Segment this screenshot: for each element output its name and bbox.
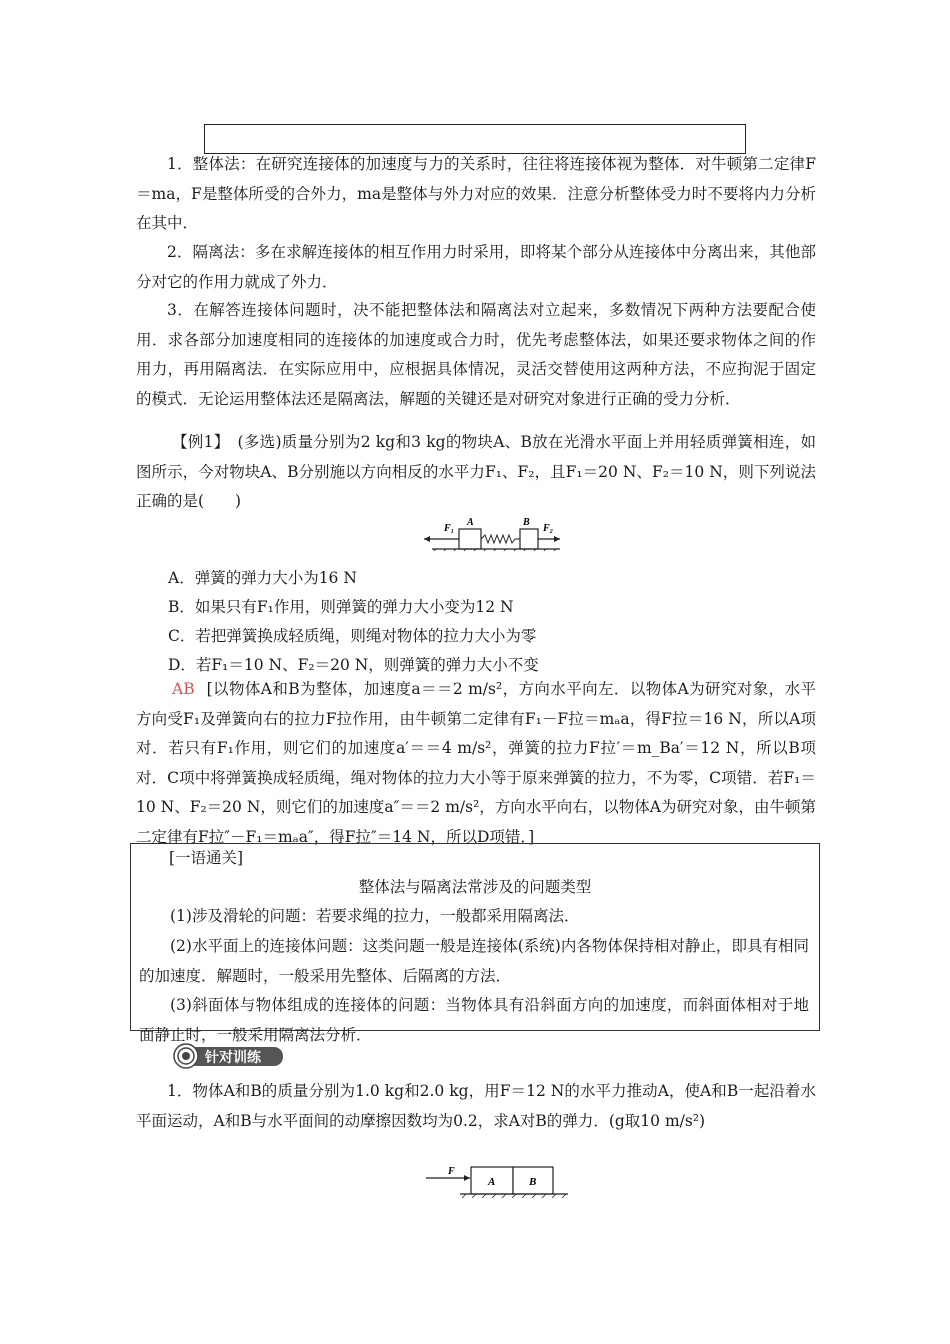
- summary-item-3: (3)斜面体与物体组成的连接体的问题：当物体具有沿斜面方向的加速度，而斜面体相对于地面静止时，一般采用隔离法分析．: [139, 996, 809, 1044]
- figure-label-block-b: B: [529, 1176, 537, 1188]
- spring-figure: [422, 515, 562, 551]
- figure-label-f: F: [448, 1166, 455, 1177]
- badge-label: 针对训练: [205, 1050, 261, 1066]
- intro-paragraph-3: 3．在解答连接体问题时，决不能把整体法和隔离法对立起来，多数情况下两种方法要配合使用．求各部分加速度相同的连接体的加速度或合力时，优先考虑整体法，如果还要求物体之间的作用力，再用隔离法．在实际应用中，应根据具体情况，灵活交替使用这两种方法，不应拘泥于固定的模式．无论运用整体法还是隔离法，解题的关键还是对研究对象进行正确的受力分析．: [136, 301, 816, 408]
- figure-label-block-a: A: [488, 1176, 496, 1188]
- summary-item-2: (2)水平面上的连接体问题：这类问题一般是连接体(系统)内各物体保持相对静止，即具有相同的加速度．解题时，一般采用先整体、后隔离的方法．: [139, 937, 809, 985]
- option-a: A．弹簧的弹力大小为16 N: [168, 569, 357, 587]
- figure-label-a: A: [467, 517, 474, 528]
- summary-tag: [一语通关]: [169, 849, 244, 867]
- summary-item-1: (1)涉及滑轮的问题：若要求绳的拉力，一般都采用隔离法．: [170, 907, 580, 925]
- option-b: B．如果只有F₁作用，则弹簧的弹力大小变为12 N: [168, 598, 514, 616]
- figure-label-f1: F₁: [444, 523, 455, 534]
- training-question-1: 1．物体A和B的质量分别为1.0 kg和2.0 kg，用F＝12 N的水平力推动A，使A和B一起沿着水平面运动，A和B与水平面间的动摩擦因数均为0.2，求A对B的弹力．(g取10 m/s²): [136, 1082, 816, 1130]
- solution-paragraph: [136, 675, 816, 852]
- option-c: C．若把弹簧换成轻质绳，则绳对物体的拉力大小为零: [168, 627, 537, 645]
- push-figure: [424, 1162, 570, 1198]
- option-d: D．若F₁＝10 N、F₂＝20 N，则弹簧的弹力大小不变: [168, 656, 539, 674]
- figure-label-f2: F₂: [543, 523, 554, 534]
- solution-text: [以物体A和B为整体，加速度a＝＝2 m/s²，方向水平向左．以物体A为研究对象，水平方向受F₁及弹簧向右的拉力F拉作用，由牛顿第二定律有F₁－F拉＝mₐa，得F拉＝16 N，所以A项对．若只有F₁作用，则它们的加速度a′＝＝4 m/s²，弹簧的拉力F拉′＝m_Ba′＝12 N，所以B项对．C项中将弹簧换成轻质绳，绳对物体的拉力大小等于原来弹簧的拉力，不为零，C项错．若F₁＝10 N、F₂＝20 N，则它们的加速度a″＝＝2 m/s²，方向水平向右，以物体A为研究对象，由牛顿第二定律有F拉″－F₁＝mₐa″，得F拉″＝14 N，所以D项错．]: [136, 680, 816, 846]
- intro-paragraph-2: 2．隔离法：多在求解连接体的相互作用力时采用，即将某个部分从连接体中分离出来，其他部分对它的作用力就成了外力．: [136, 243, 816, 291]
- example-question: 【例1】 (多选)质量分别为2 kg和3 kg的物块A、B放在光滑水平面上并用轻质弹簧相连，如图所示，今对物块A、B分别施以方向相反的水平力F₁、F₂，且F₁＝20 N、F₂＝10 N，则下列说法正确的是( ): [136, 433, 816, 510]
- training-badge: [173, 1043, 285, 1069]
- summary-box: [130, 843, 820, 1044]
- intro-paragraph-1: 1．整体法：在研究连接体的加速度与力的关系时，往往将连接体视为整体．对牛顿第二定律F＝ma，F是整体所受的合外力，ma是整体与外力对应的效果．注意分析整体受力时不要将内力分析在其中．: [136, 155, 816, 232]
- summary-title: 整体法与隔离法常涉及的问题类型: [358, 878, 592, 896]
- figure-label-b: B: [523, 517, 530, 528]
- answer-text: AB: [172, 680, 195, 698]
